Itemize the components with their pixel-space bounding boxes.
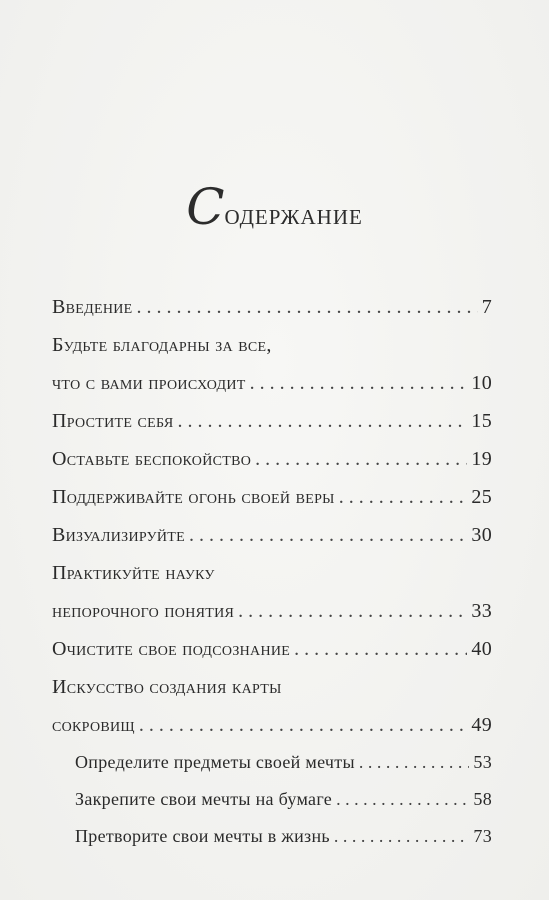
toc-entry-label: Введение [52, 296, 133, 318]
toc-entry-label: Закрепите свои мечты на бумаге [75, 789, 333, 809]
dot-leader [250, 364, 468, 402]
toc-entry [52, 554, 492, 592]
toc-entry-page: 53 [473, 752, 492, 772]
toc-entry-page: 58 [473, 789, 492, 809]
toc-entry-label: непорочного понятия [52, 600, 235, 622]
toc-entry-label: что с вами происходит [52, 372, 246, 394]
title-rest: одержание [224, 198, 363, 231]
toc-entry-page: 49 [471, 714, 492, 736]
toc-entry-label: Определите предметы своей мечты [75, 752, 355, 772]
toc-entry [52, 326, 492, 364]
dot-leader [294, 630, 467, 668]
toc-entry [52, 630, 492, 668]
toc-entry-label: Практикуйте науку [52, 562, 215, 584]
toc-entry-label: Поддерживайте огонь своей веры [52, 486, 335, 508]
toc-entry-page: 33 [471, 600, 492, 622]
page-title [0, 178, 549, 236]
dot-leader [139, 706, 468, 744]
toc-entry-label: Простите себя [52, 410, 174, 432]
dot-leader [336, 781, 469, 818]
table-of-contents [52, 288, 492, 855]
toc-entry [52, 592, 492, 630]
toc-entry-page: 15 [471, 410, 492, 432]
toc-entry-page: 7 [481, 296, 492, 318]
toc-subentry [52, 744, 492, 781]
dot-leader [339, 478, 468, 516]
dot-leader [178, 402, 468, 440]
dot-leader [189, 516, 467, 554]
dot-leader [334, 818, 470, 855]
dot-leader [238, 592, 467, 630]
toc-entry [52, 516, 492, 554]
title-initial: С [186, 178, 225, 236]
toc-entry-page: 10 [471, 372, 492, 394]
toc-entry-label: Искусство создания карты [52, 676, 282, 698]
toc-entry [52, 364, 492, 402]
toc-entry-label: Оставьте беспокойство [52, 448, 252, 470]
toc-entry [52, 478, 492, 516]
toc-entry-label: сокровищ [52, 714, 135, 736]
toc-entry-page: 40 [471, 638, 492, 660]
toc-entry-label: Очистите свое подсознание [52, 638, 291, 660]
toc-entry [52, 288, 492, 326]
toc-entry-label: Будьте благодарны за все, [52, 334, 272, 356]
toc-entry-page: 25 [471, 486, 492, 508]
toc-subentry [52, 818, 492, 855]
toc-entry-label: Претворите свои мечты в жизнь [75, 826, 330, 846]
toc-entry-label: Визуализируйте [52, 524, 185, 546]
dot-leader [359, 744, 470, 781]
toc-entry [52, 706, 492, 744]
toc-entry-page: 19 [471, 448, 492, 470]
dot-leader [137, 288, 478, 326]
toc-entry [52, 668, 492, 706]
toc-entry [52, 440, 492, 478]
toc-subentry [52, 781, 492, 818]
toc-entry-page: 30 [471, 524, 492, 546]
toc-entry [52, 402, 492, 440]
dot-leader [255, 440, 467, 478]
toc-entry-page: 73 [473, 826, 492, 846]
